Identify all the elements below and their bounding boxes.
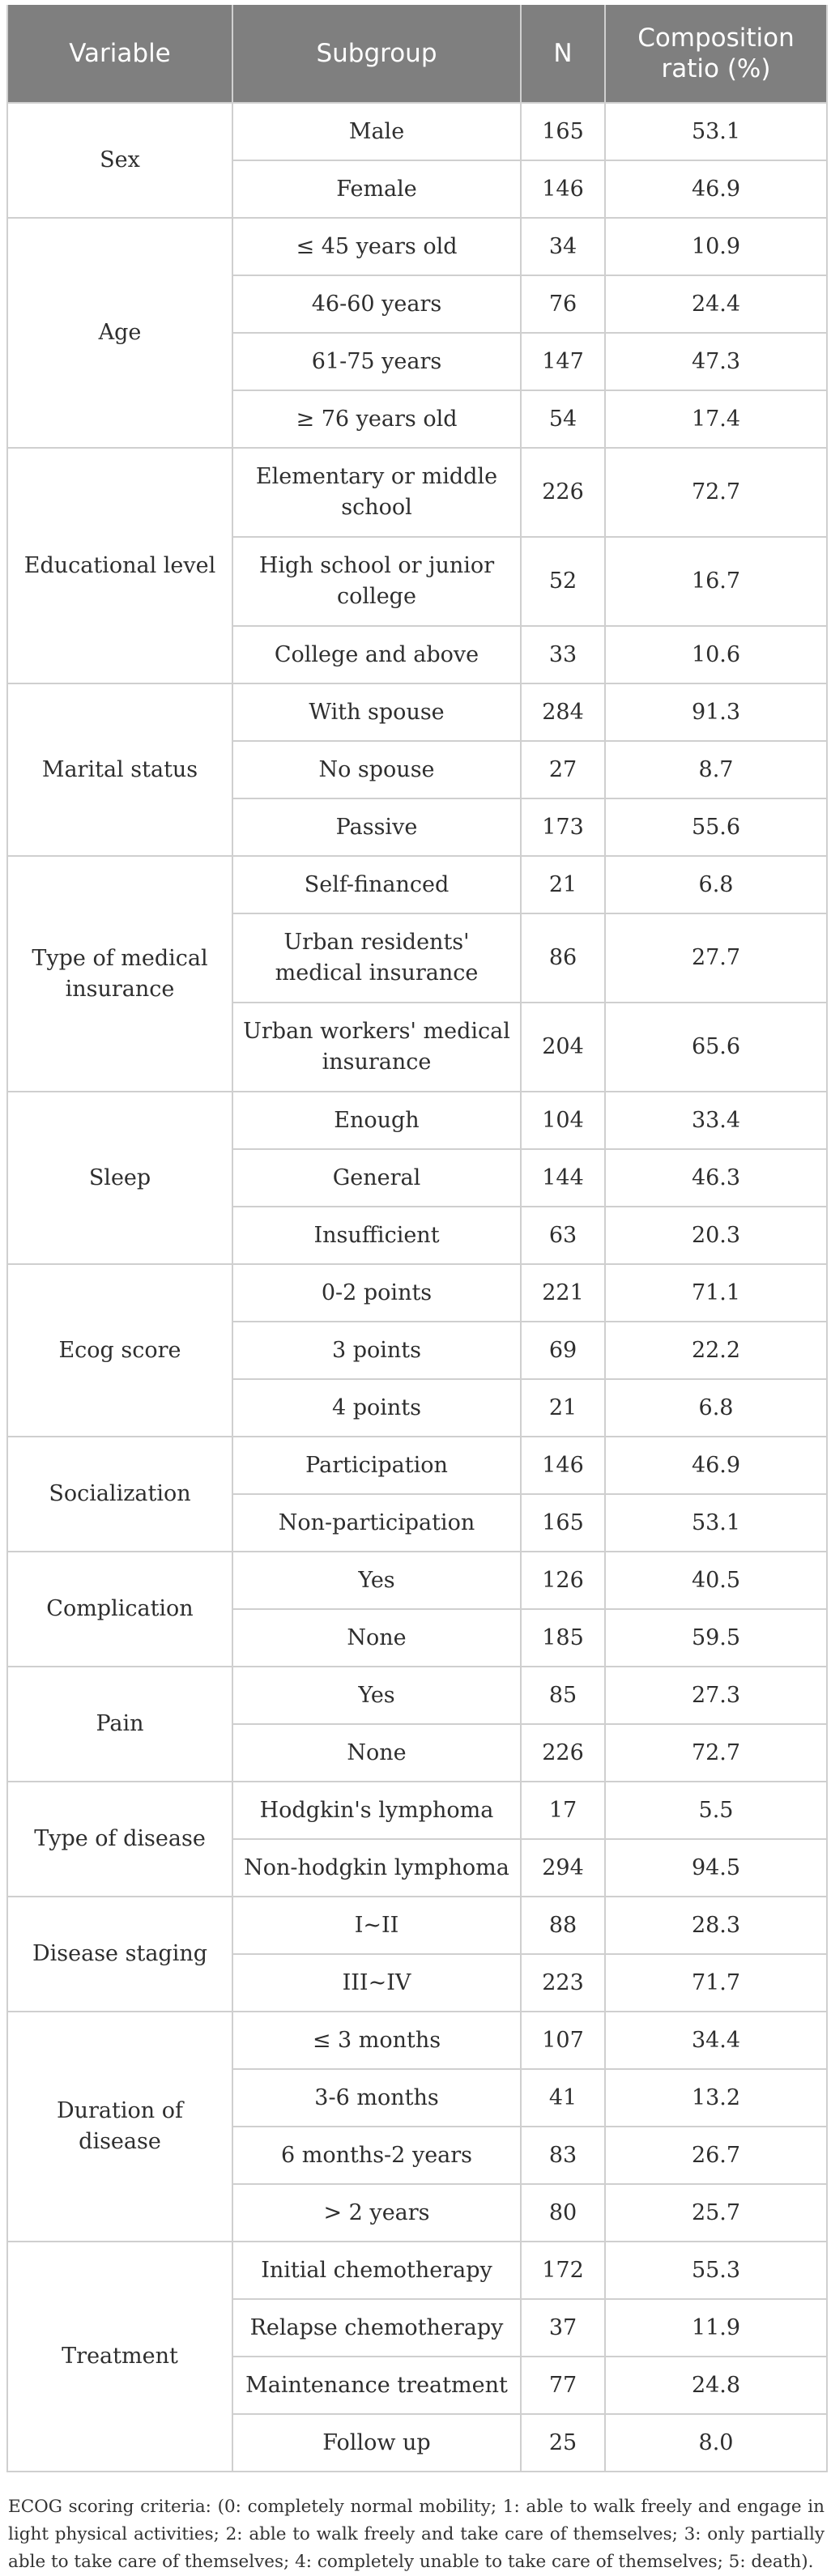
n-cell: 69 (521, 1322, 605, 1379)
n-cell: 165 (521, 103, 605, 160)
ratio-cell: 26.7 (605, 2127, 827, 2184)
ratio-cell: 16.7 (605, 537, 827, 626)
ratio-cell: 24.4 (605, 275, 827, 333)
ratio-cell: 72.7 (605, 448, 827, 537)
table-row (7, 448, 827, 537)
table-row (7, 103, 827, 160)
subgroup-cell: 4 points (232, 1379, 521, 1437)
n-cell: 104 (521, 1092, 605, 1149)
ratio-cell: 6.8 (605, 1379, 827, 1437)
subgroup-cell: Non-participation (232, 1494, 521, 1552)
ratio-cell: 53.1 (605, 103, 827, 160)
subgroup-cell: > 2 years (232, 2184, 521, 2242)
n-cell: 25 (521, 2414, 605, 2472)
footnote: ECOG scoring criteria: (0: completely normal mobility; 1: able to walk freely and engage in light physical activities; 2: able to walk freely and take care of themselves; 3: only partially able to take care of themselves; 4: completely unable to take care of themselves; 5: death). (8, 2497, 825, 2572)
variable-cell: Treatment (7, 2242, 232, 2472)
subgroup-cell: 3 points (232, 1322, 521, 1379)
n-cell: 147 (521, 333, 605, 390)
table-row (7, 1264, 827, 1322)
ratio-cell: 55.3 (605, 2242, 827, 2299)
n-cell: 294 (521, 1839, 605, 1897)
variable-cell: Sleep (7, 1092, 232, 1264)
subgroup-cell: Elementary or middle school (232, 448, 521, 537)
n-cell: 37 (521, 2299, 605, 2357)
n-cell: 172 (521, 2242, 605, 2299)
table-row (7, 218, 827, 275)
n-cell: 126 (521, 1552, 605, 1609)
header-subgroup: Subgroup (232, 5, 521, 103)
variable-cell: Educational level (7, 448, 232, 683)
variable-cell: Complication (7, 1552, 232, 1667)
ratio-cell: 33.4 (605, 1092, 827, 1149)
table-row (7, 1552, 827, 1609)
subgroup-cell: Initial chemotherapy (232, 2242, 521, 2299)
subgroup-cell: 0-2 points (232, 1264, 521, 1322)
ratio-cell: 46.9 (605, 1437, 827, 1494)
ratio-cell: 5.5 (605, 1782, 827, 1839)
n-cell: 77 (521, 2357, 605, 2414)
subgroup-cell: No spouse (232, 741, 521, 798)
subgroup-cell: With spouse (232, 683, 521, 741)
subgroup-cell: 61-75 years (232, 333, 521, 390)
table-row (7, 856, 827, 913)
header-row (7, 5, 827, 103)
n-cell: 185 (521, 1609, 605, 1667)
ratio-cell: 59.5 (605, 1609, 827, 1667)
ratio-cell: 53.1 (605, 1494, 827, 1552)
table-row (7, 2012, 827, 2069)
table-row (7, 1782, 827, 1839)
n-cell: 107 (521, 2012, 605, 2069)
ratio-cell: 34.4 (605, 2012, 827, 2069)
n-cell: 173 (521, 798, 605, 856)
variable-cell: Disease staging (7, 1897, 232, 2012)
table-row (7, 1897, 827, 1954)
ratio-cell: 47.3 (605, 333, 827, 390)
subgroup-cell: Enough (232, 1092, 521, 1149)
variable-cell: Sex (7, 103, 232, 218)
ratio-cell: 8.7 (605, 741, 827, 798)
subgroup-cell: III~IV (232, 1954, 521, 2012)
n-cell: 54 (521, 390, 605, 448)
ratio-cell: 46.3 (605, 1149, 827, 1207)
table-row (7, 2242, 827, 2299)
n-cell: 144 (521, 1149, 605, 1207)
document (6, 5, 826, 2576)
n-cell: 146 (521, 160, 605, 218)
ratio-cell: 91.3 (605, 683, 827, 741)
n-cell: 17 (521, 1782, 605, 1839)
variable-cell: Pain (7, 1667, 232, 1782)
table-body (7, 103, 827, 2472)
n-cell: 86 (521, 913, 605, 1003)
n-cell: 204 (521, 1003, 605, 1092)
n-cell: 34 (521, 218, 605, 275)
subgroup-cell: Participation (232, 1437, 521, 1494)
n-cell: 80 (521, 2184, 605, 2242)
subgroup-cell: Follow up (232, 2414, 521, 2472)
ratio-cell: 10.6 (605, 626, 827, 683)
variable-cell: Duration of disease (7, 2012, 232, 2242)
ratio-cell: 71.1 (605, 1264, 827, 1322)
ratio-cell: 10.9 (605, 218, 827, 275)
subgroup-cell: General (232, 1149, 521, 1207)
subgroup-cell: Non-hodgkin lymphoma (232, 1839, 521, 1897)
ratio-cell: 17.4 (605, 390, 827, 448)
subgroup-cell: ≤ 45 years old (232, 218, 521, 275)
ratio-cell: 94.5 (605, 1839, 827, 1897)
header-variable: Variable (7, 5, 232, 103)
ratio-cell: 71.7 (605, 1954, 827, 2012)
variable-cell: Type of medical insurance (7, 856, 232, 1092)
n-cell: 146 (521, 1437, 605, 1494)
subgroup-cell: College and above (232, 626, 521, 683)
variable-cell: Ecog score (7, 1264, 232, 1437)
n-cell: 85 (521, 1667, 605, 1724)
composition-table (6, 5, 828, 2472)
n-cell: 27 (521, 741, 605, 798)
subgroup-cell: High school or junior college (232, 537, 521, 626)
variable-cell: Socialization (7, 1437, 232, 1552)
subgroup-cell: ≤ 3 months (232, 2012, 521, 2069)
ratio-cell: 25.7 (605, 2184, 827, 2242)
header-n: N (521, 5, 605, 103)
n-cell: 21 (521, 856, 605, 913)
subgroup-cell: I~II (232, 1897, 521, 1954)
variable-cell: Marital status (7, 683, 232, 856)
subgroup-cell: 6 months-2 years (232, 2127, 521, 2184)
ratio-cell: 6.8 (605, 856, 827, 913)
n-cell: 83 (521, 2127, 605, 2184)
n-cell: 63 (521, 1207, 605, 1264)
ratio-cell: 55.6 (605, 798, 827, 856)
subgroup-cell: ≥ 76 years old (232, 390, 521, 448)
n-cell: 226 (521, 448, 605, 537)
ratio-cell: 40.5 (605, 1552, 827, 1609)
subgroup-cell: Hodgkin's lymphoma (232, 1782, 521, 1839)
subgroup-cell: Insufficient (232, 1207, 521, 1264)
n-cell: 221 (521, 1264, 605, 1322)
n-cell: 41 (521, 2069, 605, 2127)
ratio-cell: 72.7 (605, 1724, 827, 1782)
ratio-cell: 8.0 (605, 2414, 827, 2472)
subgroup-cell: None (232, 1724, 521, 1782)
subgroup-cell: Self-financed (232, 856, 521, 913)
ratio-cell: 20.3 (605, 1207, 827, 1264)
subgroup-cell: Urban residents' medical insurance (232, 913, 521, 1003)
subgroup-cell: Relapse chemotherapy (232, 2299, 521, 2357)
subgroup-cell: Maintenance treatment (232, 2357, 521, 2414)
ratio-cell: 24.8 (605, 2357, 827, 2414)
ratio-cell: 27.7 (605, 913, 827, 1003)
ratio-cell: 13.2 (605, 2069, 827, 2127)
variable-cell: Age (7, 218, 232, 448)
ratio-cell: 46.9 (605, 160, 827, 218)
subgroup-cell: Yes (232, 1667, 521, 1724)
n-cell: 76 (521, 275, 605, 333)
subgroup-cell: Female (232, 160, 521, 218)
table-row (7, 1437, 827, 1494)
subgroup-cell: 3-6 months (232, 2069, 521, 2127)
subgroup-cell: Male (232, 103, 521, 160)
ratio-cell: 27.3 (605, 1667, 827, 1724)
header-composition-ratio: Composition ratio (%) (605, 5, 827, 103)
n-cell: 52 (521, 537, 605, 626)
n-cell: 21 (521, 1379, 605, 1437)
n-cell: 226 (521, 1724, 605, 1782)
subgroup-cell: Urban workers' medical insurance (232, 1003, 521, 1092)
ratio-cell: 11.9 (605, 2299, 827, 2357)
n-cell: 165 (521, 1494, 605, 1552)
subgroup-cell: Passive (232, 798, 521, 856)
ratio-cell: 65.6 (605, 1003, 827, 1092)
n-cell: 223 (521, 1954, 605, 2012)
n-cell: 284 (521, 683, 605, 741)
subgroup-cell: 46-60 years (232, 275, 521, 333)
ratio-cell: 28.3 (605, 1897, 827, 1954)
table-row (7, 683, 827, 741)
n-cell: 88 (521, 1897, 605, 1954)
variable-cell: Type of disease (7, 1782, 232, 1897)
ratio-cell: 22.2 (605, 1322, 827, 1379)
n-cell: 33 (521, 626, 605, 683)
subgroup-cell: Yes (232, 1552, 521, 1609)
subgroup-cell: None (232, 1609, 521, 1667)
table-row (7, 1667, 827, 1724)
table-row (7, 1092, 827, 1149)
